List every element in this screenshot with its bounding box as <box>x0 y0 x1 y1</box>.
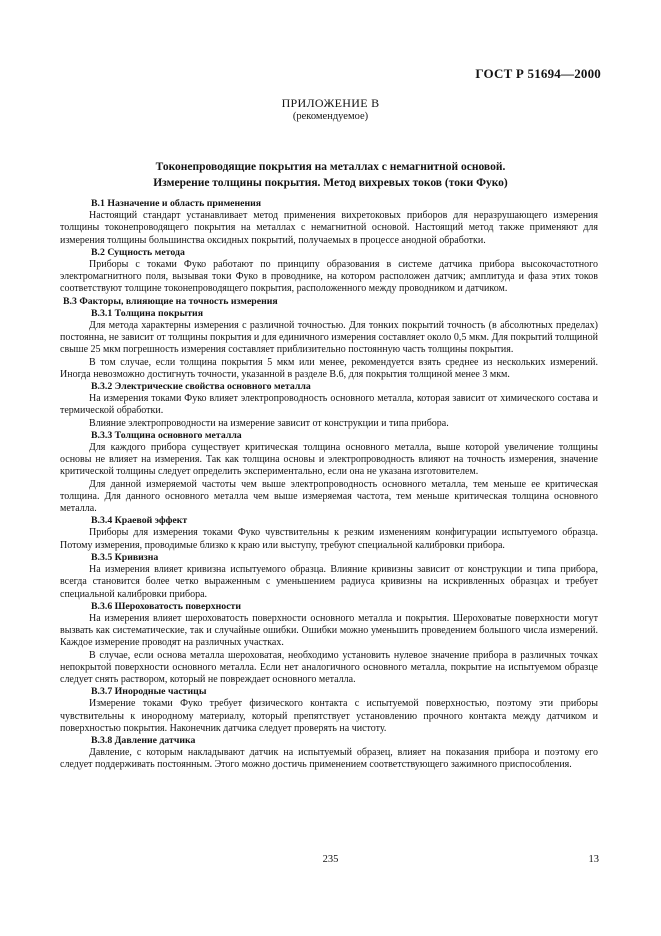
document-body <box>60 198 598 772</box>
paragraph: Для данной измеряемой частоты чем выше электропроводность основного металла, тем меньше ее критическая толщина. Для данного основного металла чем выше измеряемая частота, тем меньше критическая толщина основного металла. <box>60 478 598 515</box>
paragraph: Приборы для измерения токами Фуко чувствительны к резким изменениям конфигурации испытуемого образца. Потому измерения, проводимые близко к краю или выступу, требуют специальной калибровки прибора. <box>60 527 598 551</box>
page-number-center: 235 <box>322 854 339 865</box>
section-heading: В.1 Назначение и область применения <box>91 198 262 209</box>
page-number-right: 13 <box>588 854 599 865</box>
document-title <box>60 159 601 191</box>
document-title-line-1: Токонепроводящие покрытия на металлах с немагнитной основой. <box>155 161 506 173</box>
section-heading: В.3.7 Инородные частицы <box>91 686 207 698</box>
section-heading: В.3.5 Кривизна <box>91 551 159 563</box>
paragraph: Измерение токами Фуко требует физического контакта с испытуемой поверхностью, поэтому эти приборы чувствительны к инородному материалу, который препятствует установлению прочного контакта между датчиком и поверхностью покрытия. Наконечник датчика следует проверять на чистоту. <box>60 698 598 734</box>
appendix-subtitle: (рекомендуемое) <box>292 111 369 122</box>
paragraph: Влияние электропроводности на измерение зависит от конструкции и типа прибора. <box>89 417 449 429</box>
document-title-line-2: Измерение толщины покрытия. Метод вихревых токов (токи Фуко) <box>153 177 508 189</box>
paragraph: Давление, с которым накладывают датчик на испытуемый образец, влияет на показания прибора и поэтому его следует поддерживать постоянным. Этого можно достичь применением соответствующего зажимного приспособления. <box>60 747 598 771</box>
paragraph: Для метода характерны измерения с различной точностью. Для тонких покрытий точность (в абсолютных пределах) постоянна, не зависит от толщины покрытия и для единичного измерения составляет около 0,5 мкм. Для покрытий толщиной свыше 25 мкм погрешность измерения составляет приблизительно постоянную часть толщины покрытия. <box>60 320 598 356</box>
section-heading: В.3.8 Давление датчика <box>91 734 196 746</box>
paragraph: Приборы с токами Фуко работают по принципу образования в системе датчика прибора высокочастотного электромагнитного поля, вызывая токи Фуко в проводнике, на котором расположен датчик; амплитуда и фаза этих токов соответствуют толщине токонепроводящего покрытия, расположенного между проводником и датчиком. <box>60 259 598 295</box>
section-heading: В.3 Факторы, влияющие на точность измерения <box>63 295 278 307</box>
section-heading: В.3.6 Шероховатость поверхности <box>91 600 242 612</box>
paragraph: На измерения токами Фуко влияет электропроводность основного металла, которая зависит от химического состава и термической обработки. <box>60 393 598 417</box>
section-heading: В.2 Сущность метода <box>91 246 185 258</box>
section-heading: В.3.2 Электрические свойства основного металла <box>91 381 311 393</box>
section-heading: В.3.1 Толщина покрытия <box>91 307 203 319</box>
standard-number: ГОСТ Р 51694—2000 <box>475 66 601 81</box>
paragraph: В том случае, если толщина покрытия 5 мкм или менее, рекомендуется взять среднее из нескольких измерений. Иногда невозможно достигнуть точности, указанной в разделе В.6, для покрытия толщиной менее 3 мкм. <box>60 356 598 380</box>
paragraph: На измерения влияет кривизна испытуемого образца. Влияние кривизны зависит от конструкции и типа прибора, всегда становится более четко выраженным с уменьшением радиуса кривизны на искривленных образцах и требует специальной калибровки прибора. <box>60 564 598 600</box>
paragraph: Настоящий стандарт устанавливает метод применения вихретоковых приборов для неразрушающего измерения толщины токонепроводящего покрытия на металлах с немагнитной основой. Настоящий метод также применяют для измерения толщины большинства оксидных покрытий, получаемых в процессе анодной обработки. <box>60 210 598 246</box>
paragraph: Для каждого прибора существует критическая толщина основного металла, выше которой увеличение толщины основы не влияет на измерения. Так как толщина основы и электропроводность влияют на точность измерения, значение критической толщины следует определить экспериментально, если она не указана изготовителем. <box>60 442 598 478</box>
paragraph: В случае, если основа металла шероховатая, необходимо установить нулевое значение прибора в различных точках непокрытой поверхности основного металла. Если нет аналогичного основного металла, покрытие на испытуемом образце следует снять раствором, который не повреждает основного металла. <box>60 649 598 685</box>
section-heading: В.3.4 Краевой эффект <box>91 515 188 527</box>
paragraph: На измерения влияет шероховатость поверхности основного металла и покрытия. Шероховатые поверхности могут вызвать как систематические, так и случайные ошибки. Ошибки можно уменьшить проведением большого числа измерений. Каждое измерение проводят на различных участках. <box>60 612 598 649</box>
section-heading: В.3.3 Толщина основного металла <box>91 429 242 441</box>
appendix-title: ПРИЛОЖЕНИЕ В <box>281 96 380 110</box>
